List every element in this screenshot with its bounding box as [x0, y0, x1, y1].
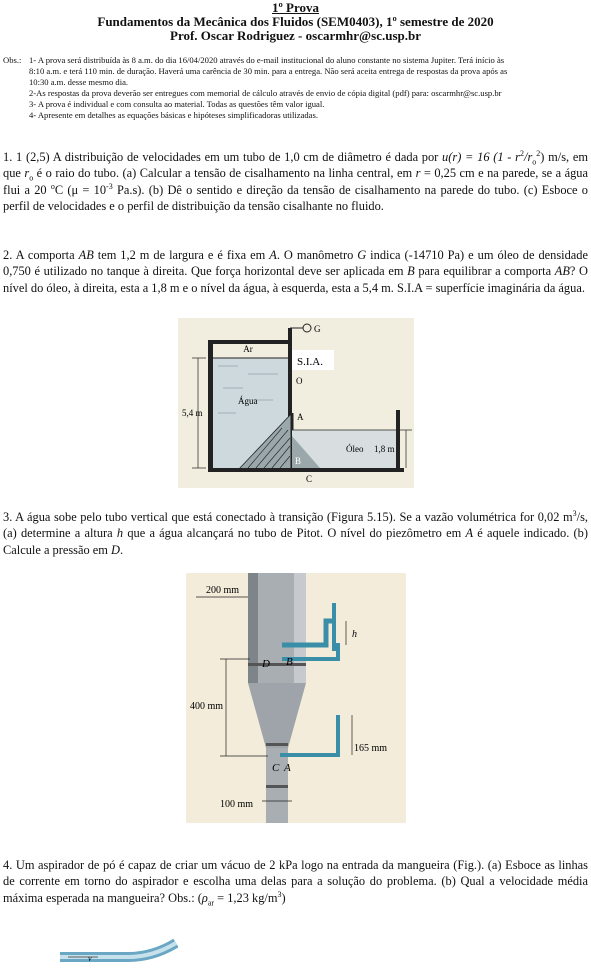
- q2-text-c: tem 1,2 m de largura e é fixa em: [93, 248, 270, 262]
- label-200mm: 200 mm: [206, 585, 240, 596]
- q1-text-6: Pa.s). (b) Dê o sentido e direção da tensão de cisalhamento na parede do tubo. (c) Esboce o perfil de velocidades e o perfil de distribuição da tensão cisalhante no fluido.: [3, 182, 588, 214]
- obs-item-1b: 8:10 a.m. e terá 110 min. de duração. Haverá uma carência de 30 min. para a entrega. Não será aceita entrega de respostas da prova após as: [29, 66, 508, 76]
- label-1-8m: 1,8 m: [374, 444, 395, 454]
- exam-header: [0, 1, 591, 43]
- hose-diagram: [58, 937, 178, 967]
- q2-text-i: para equilibrar a comporta: [414, 264, 555, 279]
- q1-text-3: é o raio do tubo. (a) Calcular a tensão de cisalhamento na linha central, em: [33, 166, 416, 181]
- q2-ab2: AB: [554, 264, 570, 279]
- question-1: [3, 149, 588, 215]
- question-2: [3, 247, 588, 296]
- q2-text-e: . O manômetro: [276, 248, 358, 262]
- q1-formula: u(r) = 16 (1 -: [442, 150, 512, 164]
- question-3: [3, 509, 588, 558]
- label-o: O: [296, 376, 303, 386]
- q2-text-k: ? O nível do óleo, à direita, esta a 1,8 m e o nível da água, à esquerda, esta a 5,4 m. S.I.A = superfície imaginária da água.: [3, 264, 588, 295]
- label-v: v: [88, 954, 92, 963]
- label-c: C: [306, 474, 313, 484]
- q1-text-4: = 0,25 cm e na parede, se a água flui a 20: [3, 166, 588, 197]
- obs-item-4: 4- Apresente em detalhes as equações básicas e hipóteses simplificadoras utilizadas.: [29, 110, 318, 120]
- q1-formula-ro: /r: [524, 150, 533, 164]
- q3-sup: 3: [572, 508, 577, 518]
- observations: [3, 55, 588, 121]
- figure-hose: [58, 937, 178, 967]
- q3-text-e: que a água alcançará no tubo de Pitot. O nível do piezômetro em: [123, 526, 466, 541]
- obs-item-1c: 10:30 a.m. desse mesmo dia.: [29, 77, 129, 87]
- q4-text-b: = 1,23 kg/m: [214, 890, 278, 905]
- transition-diagram: [186, 573, 406, 823]
- label-agua: Água: [238, 396, 258, 406]
- q1-sup2: 2: [536, 148, 541, 158]
- label-c: C: [272, 762, 280, 774]
- label-ar: Ar: [243, 344, 253, 354]
- q2-ab: AB: [78, 248, 94, 262]
- q3-text-i: .: [119, 542, 124, 557]
- q1-deg: o: [50, 181, 55, 191]
- q3-h: h: [116, 526, 124, 541]
- course-title: Fundamentos da Mecânica dos Fluidos (SEM0403), 1º semestre de 2020: [97, 14, 494, 29]
- professor-line: Prof. Oscar Rodriguez - oscarmhr@sc.usp.br: [170, 28, 421, 43]
- label-g: G: [314, 324, 321, 334]
- label-b: B: [286, 656, 293, 668]
- label-h: h: [352, 629, 357, 640]
- label-5-4m: 5,4 m: [182, 408, 203, 418]
- q1-text: 1. 1 (2,5) A distribuição de velocidades em um tubo de 1,0 cm de diâmetro é dada por: [3, 150, 443, 164]
- obs-item-2: 2-As respostas da prova deverão ser entregues com memorial de cálculo através de envio de cópia digital (pdf) para: oscarmhr@sc.usp.br: [29, 88, 502, 98]
- q4-sub: ar: [207, 898, 215, 908]
- label-100mm: 100 mm: [220, 799, 254, 810]
- q1-sub: o: [532, 157, 537, 167]
- label-a: A: [284, 762, 291, 774]
- figure-transition: [186, 573, 406, 823]
- label-oleo: Óleo: [346, 444, 364, 454]
- question-4: [3, 857, 588, 906]
- q1-text-2: ) m/s, em que: [3, 150, 588, 181]
- label-165mm: 165 mm: [354, 743, 388, 754]
- q4-text: 4. Um aspirador de pó é capaz de criar um vácuo de 2 kPa logo na entrada da mangueira (Fig.). (a) Esboce as linhas de corrente em torno do aspirador e escolha uma delas para a solução do problema. (b) Qual a velocidade média máxima esperada na mangueira? Obs.: (: [3, 858, 588, 905]
- q4-sup: 3: [277, 889, 282, 899]
- label-b: B: [295, 456, 302, 466]
- label-400mm: 400 mm: [190, 701, 224, 712]
- q1-ro: r: [24, 166, 30, 181]
- obs-label: Obs.:: [3, 55, 22, 65]
- q1-exp: -3: [106, 181, 113, 191]
- label-a: A: [297, 412, 304, 422]
- q3-text: 3. A água sobe pelo tubo vertical que está conectado à transição (Figura 5.15). Se a vazão volumétrica for 0,02 m: [3, 510, 573, 524]
- q1-r: r: [415, 166, 421, 181]
- obs-item-3: 3- A prova é individual e com consulta ao material. Todas as questões têm valor igual.: [29, 99, 325, 109]
- q3-text-c: /s, (a) determine a altura: [3, 510, 588, 541]
- q1-sup: 2: [520, 148, 524, 158]
- gate-tank-diagram: [178, 318, 414, 488]
- q2-b: B: [407, 264, 415, 279]
- q3-text-g: é aquele indicado. (b) Calcule a pressão em: [3, 526, 588, 557]
- q1-ro-sub: o: [29, 173, 34, 183]
- q3-a: A: [465, 526, 474, 541]
- q2-g: G: [357, 248, 367, 262]
- q4-text-d: ): [281, 890, 286, 905]
- q2-text-g: indica (-14710 Pa) e um óleo de densidade 0,750 é utilizado no tanque à direita. Que força horizontal deve ser aplicada em: [3, 248, 588, 279]
- obs-item-1a: 1- A prova será distribuída às 8 a.m. do dia 16/04/2020 através do e-mail institucional do aluno constante no sistema Jupiter. Terá início às: [29, 55, 505, 65]
- q1-text-5: C (μ = 10: [54, 182, 107, 197]
- label-sia: S.I.A.: [297, 356, 323, 368]
- label-d: D: [262, 658, 270, 670]
- q4-rho: ρ: [201, 890, 208, 905]
- q1-formula-r: r: [515, 150, 520, 164]
- q3-d: D: [111, 542, 120, 557]
- q2-text: 2. A comporta: [3, 248, 79, 262]
- exam-title: 1º Prova: [271, 0, 320, 15]
- figure-gate-tank: [178, 318, 414, 488]
- q2-a: A: [269, 248, 277, 262]
